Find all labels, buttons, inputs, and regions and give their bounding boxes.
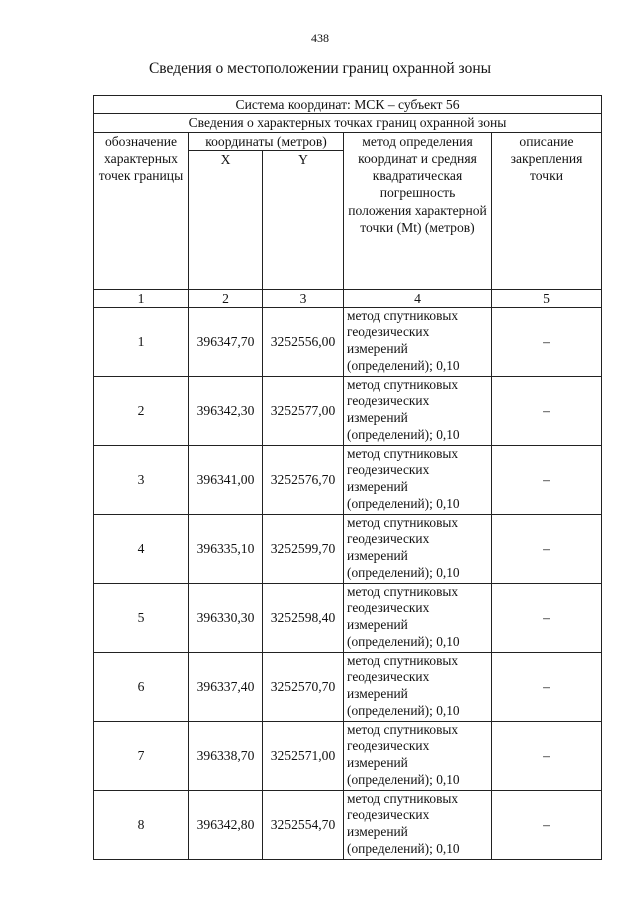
coord-y: 3252576,70 — [263, 445, 344, 514]
method-cell: метод спутниковых геодезических измерений (определений); 0,10 — [344, 376, 492, 445]
header-x: X — [189, 150, 263, 289]
column-number: 4 — [344, 289, 492, 307]
coord-y: 3252570,70 — [263, 652, 344, 721]
table-row — [94, 376, 602, 445]
coord-y: 3252554,70 — [263, 790, 344, 859]
table-row — [94, 583, 602, 652]
header-y: Y — [263, 150, 344, 289]
column-number: 1 — [94, 289, 189, 307]
column-number: 3 — [263, 289, 344, 307]
method-cell: метод спутниковых геодезических измерений (определений); 0,10 — [344, 652, 492, 721]
point-number: 8 — [94, 790, 189, 859]
point-number: 6 — [94, 652, 189, 721]
table-row — [94, 445, 602, 514]
point-number: 5 — [94, 583, 189, 652]
description-cell: – — [492, 652, 602, 721]
method-cell: метод спутниковых геодезических измерений (определений); 0,10 — [344, 583, 492, 652]
table-row — [94, 307, 602, 376]
method-cell: метод спутниковых геодезических измерений (определений); 0,10 — [344, 514, 492, 583]
method-cell: метод спутниковых геодезических измерений (определений); 0,10 — [344, 445, 492, 514]
coord-x: 396341,00 — [189, 445, 263, 514]
table-body — [94, 307, 602, 859]
coord-x: 396337,40 — [189, 652, 263, 721]
coord-y: 3252599,70 — [263, 514, 344, 583]
coord-y: 3252556,00 — [263, 307, 344, 376]
coord-x: 396342,80 — [189, 790, 263, 859]
method-cell: метод спутниковых геодезических измерений (определений); 0,10 — [344, 721, 492, 790]
point-number: 1 — [94, 307, 189, 376]
header-point-designation: обозначение характерных точек границы — [94, 132, 189, 289]
table-row — [94, 721, 602, 790]
coordinate-system-row: Система координат: МСК – субъект 56 — [94, 96, 602, 114]
header-coordinates: координаты (метров) — [189, 132, 344, 150]
header-description: описание закрепления точки — [492, 132, 602, 289]
table-row — [94, 790, 602, 859]
coordinates-table — [93, 95, 602, 860]
coord-y: 3252577,00 — [263, 376, 344, 445]
header-method: метод определения координат и средняя квадратическая погрешность положения характерной точки (Mt) (метров) — [344, 132, 492, 289]
coord-y: 3252598,40 — [263, 583, 344, 652]
coord-x: 396342,30 — [189, 376, 263, 445]
coord-x: 396338,70 — [189, 721, 263, 790]
document-title: Сведения о местоположении границ охранной зоны — [148, 60, 492, 77]
description-cell: – — [492, 307, 602, 376]
point-number: 7 — [94, 721, 189, 790]
table-row — [94, 652, 602, 721]
method-cell: метод спутниковых геодезических измерений (определений); 0,10 — [344, 790, 492, 859]
column-number: 5 — [492, 289, 602, 307]
column-number: 2 — [189, 289, 263, 307]
description-cell: – — [492, 790, 602, 859]
table-row — [94, 514, 602, 583]
point-number: 4 — [94, 514, 189, 583]
coord-x: 396335,10 — [189, 514, 263, 583]
point-number: 2 — [94, 376, 189, 445]
description-cell: – — [492, 445, 602, 514]
coord-y: 3252571,00 — [263, 721, 344, 790]
method-cell: метод спутниковых геодезических измерений (определений); 0,10 — [344, 307, 492, 376]
table-subtitle-row: Сведения о характерных точках границ охранной зоны — [94, 114, 602, 132]
coord-x: 396347,70 — [189, 307, 263, 376]
description-cell: – — [492, 583, 602, 652]
page-number: 438 — [311, 31, 329, 45]
coord-x: 396330,30 — [189, 583, 263, 652]
description-cell: – — [492, 376, 602, 445]
point-number: 3 — [94, 445, 189, 514]
description-cell: – — [492, 514, 602, 583]
description-cell: – — [492, 721, 602, 790]
